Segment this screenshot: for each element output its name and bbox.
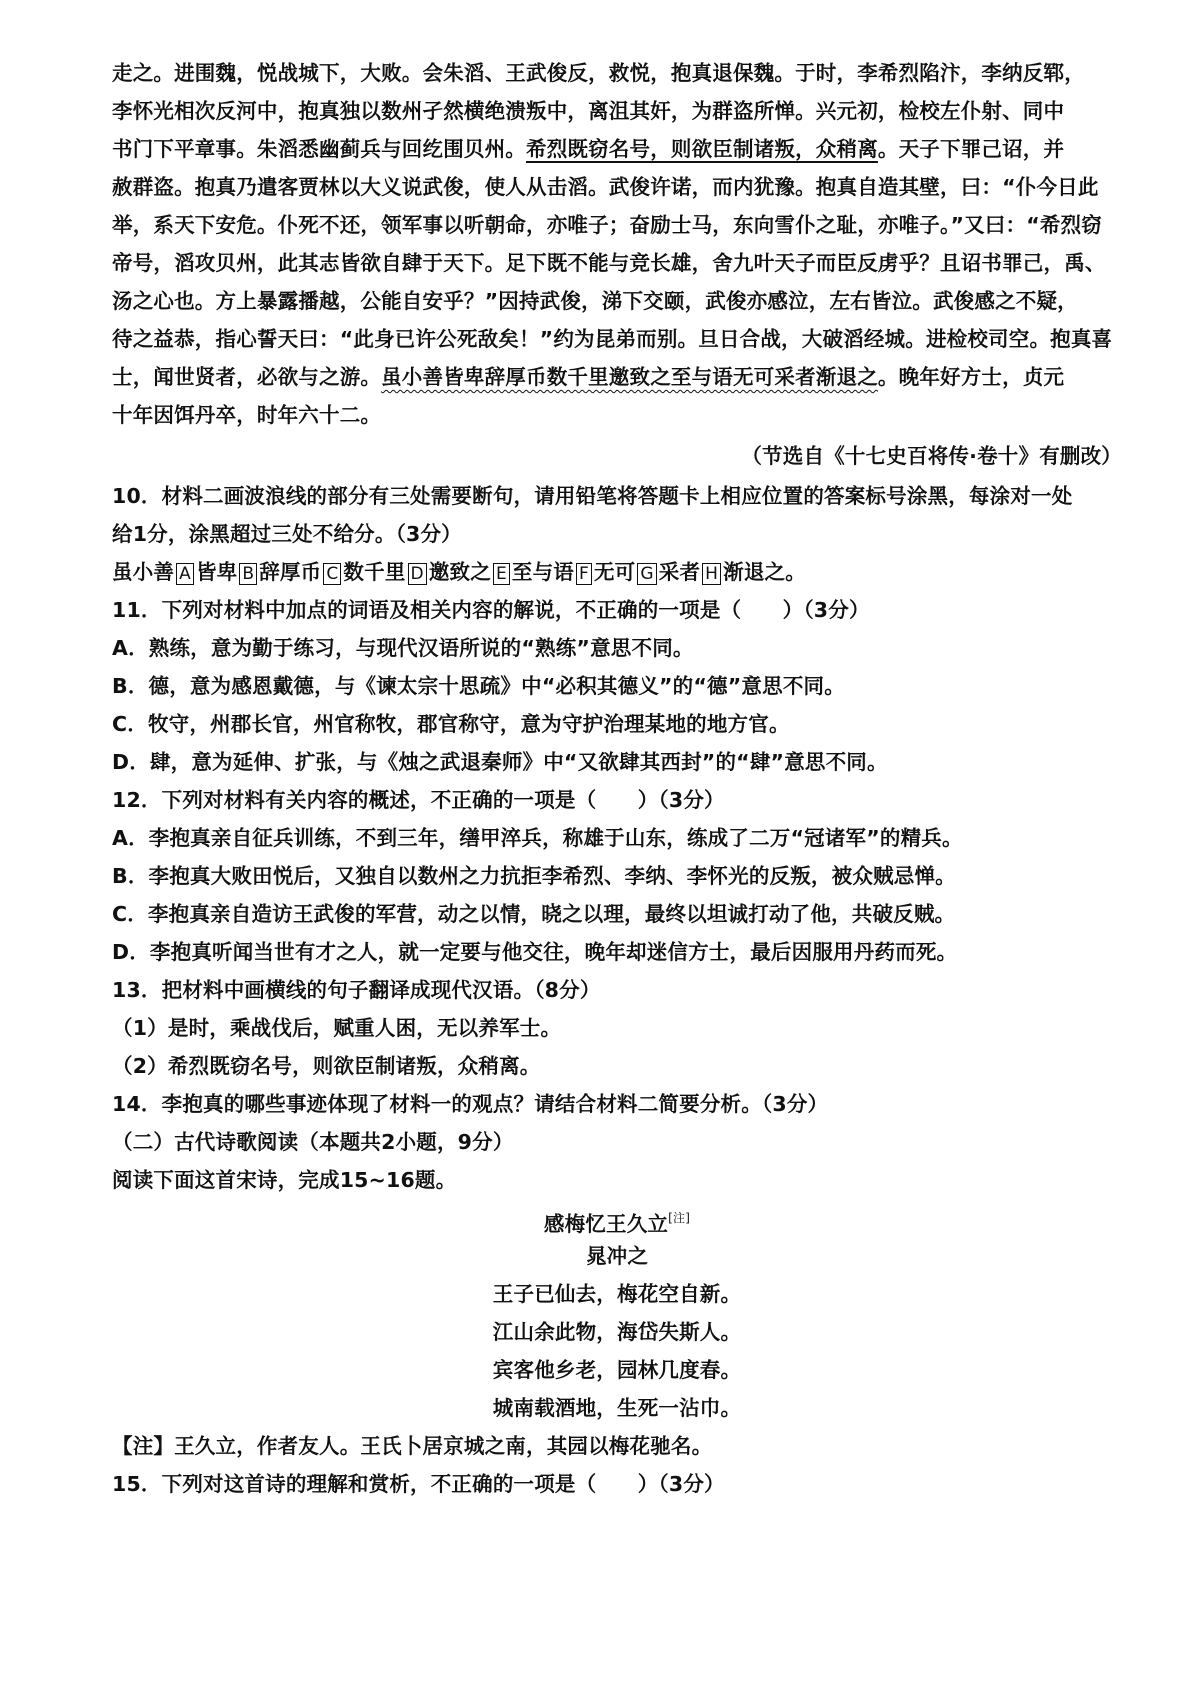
passage-line-5: 举，系天下安危。仆死不还，领军事以听朝命，亦唯子；奋励士马，东向雪仆之耻，亦唯子。”又曰：“希烈窃 bbox=[112, 213, 1102, 237]
break-mark-g[interactable]: G bbox=[637, 563, 656, 585]
q11-option-b[interactable]: B．德，意为感恩戴德，与《谏太宗十思疏》中“必积其德义”的“德”意思不同。 bbox=[112, 674, 845, 698]
underlined-sentence-2: 希烈既窃名号，则欲臣制诸叛，众稍离 bbox=[526, 137, 878, 161]
poem-line-4: 城南载酒地，生死一沾巾。 bbox=[492, 1396, 742, 1420]
q15-stem: 15．下列对这首诗的理解和赏析，不正确的一项是（ ）（3分） bbox=[112, 1472, 725, 1496]
q12-option-c[interactable]: C．李抱真亲自造访王武俊的军营，动之以情，晓之以理，最终以坦诚打动了他，共破反贼。 bbox=[112, 902, 956, 926]
q11-option-c[interactable]: C．牧守，州郡长官，州官称牧，郡官称守，意为守护治理某地的地方官。 bbox=[112, 712, 790, 736]
q12-option-a[interactable]: A．李抱真亲自征兵训练，不到三年，缮甲淬兵，称雄于山东，练成了二万“冠诸军”的精兵。 bbox=[112, 826, 963, 850]
poem-title: 感梅忆王久立[注] bbox=[543, 1211, 691, 1236]
q11-option-d[interactable]: D．肆，意为延伸、扩张，与《烛之武退秦师》中“又欲肆其西封”的“肆”意思不同。 bbox=[112, 750, 888, 774]
q12-option-b[interactable]: B．李抱真大败田悦后，又独自以数州之力抗拒李希烈、李纳、李怀光的反叛，被众贼忌惮。 bbox=[112, 864, 956, 888]
passage-line-4: 赦群盗。抱真乃遣客贾林以大义说武俊，使人从击滔。武俊许诺，而内犹豫。抱真自造其壁，曰：“仆今日此 bbox=[112, 175, 1099, 199]
poetry-section-heading: （二）古代诗歌阅读（本题共2小题，9分） bbox=[112, 1130, 514, 1154]
poem-author: 晁冲之 bbox=[585, 1244, 649, 1268]
break-mark-e[interactable]: E bbox=[493, 563, 510, 585]
passage-line-2: 李怀光相次反河中，抱真独以数州孑然横绝溃叛中，离沮其奸，为群盗所惮。兴元初，检校左仆射、同中 bbox=[112, 99, 1065, 123]
break-mark-d[interactable]: D bbox=[408, 563, 427, 585]
break-mark-f[interactable]: F bbox=[576, 563, 592, 585]
poem-line-3: 宾客他乡老，园林几度春。 bbox=[492, 1358, 742, 1382]
q11-option-a[interactable]: A．熟练，意为勤于练习，与现代汉语所说的“熟练”意思不同。 bbox=[112, 636, 694, 660]
q14-stem: 14．李抱真的哪些事迹体现了材料一的观点？请结合材料二简要分析。（3分） bbox=[112, 1092, 829, 1116]
q10-stem-2: 给1分，涂黑超过三处不给分。（3分） bbox=[112, 522, 462, 546]
passage-line-10: 十年因饵丹卒，时年六十二。 bbox=[112, 403, 382, 427]
q13-sentence-2: （2）希烈既窃名号，则欲臣制诸叛，众稍离。 bbox=[112, 1054, 541, 1078]
passage-line-1: 走之。进围魏，悦战城下，大败。会朱滔、王武俊反，救悦，抱真退保魏。于时，李希烈陷汴，李纳反郓， bbox=[112, 61, 1085, 85]
passage-line-6: 帝号，滔攻贝州，此其志皆欲自肆于天下。足下既不能与竞长雄，舍九叶天子而臣反虏乎？且诏书罪己，禹、 bbox=[112, 251, 1106, 275]
wavy-sentence: 虽小善皆卑辞厚币数千里邀致之至与语无可采者渐退之 bbox=[381, 365, 878, 389]
q10-stem-1: 10．材料二画波浪线的部分有三处需要断句，请用铅笔将答题卡上相应位置的答案标号涂黑，每涂对一处 bbox=[112, 484, 1073, 508]
q12-stem: 12．下列对材料有关内容的概述，不正确的一项是（ ）（3分） bbox=[112, 788, 725, 812]
passage-line-7: 汤之心也。方上暴露播越，公能自安乎？”因持武俊，涕下交颐，武俊亦感泣，左右皆泣。武俊感之不疑， bbox=[112, 289, 1078, 313]
q12-option-d[interactable]: D．李抱真听闻当世有才之人，就一定要与他交往，晚年却迷信方士，最后因服用丹药而死。 bbox=[112, 940, 958, 964]
poem-line-1: 王子已仙去，梅花空自新。 bbox=[492, 1282, 742, 1306]
break-mark-c[interactable]: C bbox=[323, 563, 341, 585]
break-mark-h[interactable]: H bbox=[702, 563, 721, 585]
poetry-intro: 阅读下面这首宋诗，完成15~16题。 bbox=[112, 1168, 457, 1192]
poem-line-2: 江山余此物，海岱失斯人。 bbox=[492, 1320, 742, 1344]
passage-source: （节选自《十七史百将传·卷十》有删改） bbox=[741, 444, 1122, 468]
q13-sentence-1: （1）是时，乘战伐后，赋重人困，无以养军士。 bbox=[112, 1016, 562, 1040]
passage-line-8: 待之益恭，指心誓天曰：“此身已许公死敌矣！”约为昆弟而别。旦日合战，大破滔经城。进检校司空。抱真喜 bbox=[112, 327, 1113, 351]
break-mark-a[interactable]: A bbox=[176, 563, 194, 585]
q13-stem: 13．把材料中画横线的句子翻译成现代汉语。（8分） bbox=[112, 978, 601, 1002]
break-mark-b[interactable]: B bbox=[239, 563, 257, 585]
poem-note: 【注】王久立，作者友人。王氏卜居京城之南，其园以梅花驰名。 bbox=[112, 1434, 713, 1458]
q11-stem: 11．下列对材料中加点的词语及相关内容的解说，不正确的一项是（ ）（3分） bbox=[112, 598, 870, 622]
note-marker: [注] bbox=[668, 1211, 691, 1225]
q10-segments: 虽小善 A 皆卑 B 辞厚币 C 数千里 D 邀致之 E 至与语 F 无可 G 采者 H 渐退之。 bbox=[112, 560, 806, 584]
passage-line-9: 士，闻世贤者，必欲与之游。虽小善皆卑辞厚币数千里邀致之至与语无可采者渐退之。晚年好方士，贞元 bbox=[112, 365, 1065, 389]
passage-line-3: 书门下平章事。朱滔悉幽蓟兵与回纥围贝州。希烈既窃名号，则欲臣制诸叛，众稍离。天子下罪己诏，并 bbox=[112, 137, 1065, 161]
